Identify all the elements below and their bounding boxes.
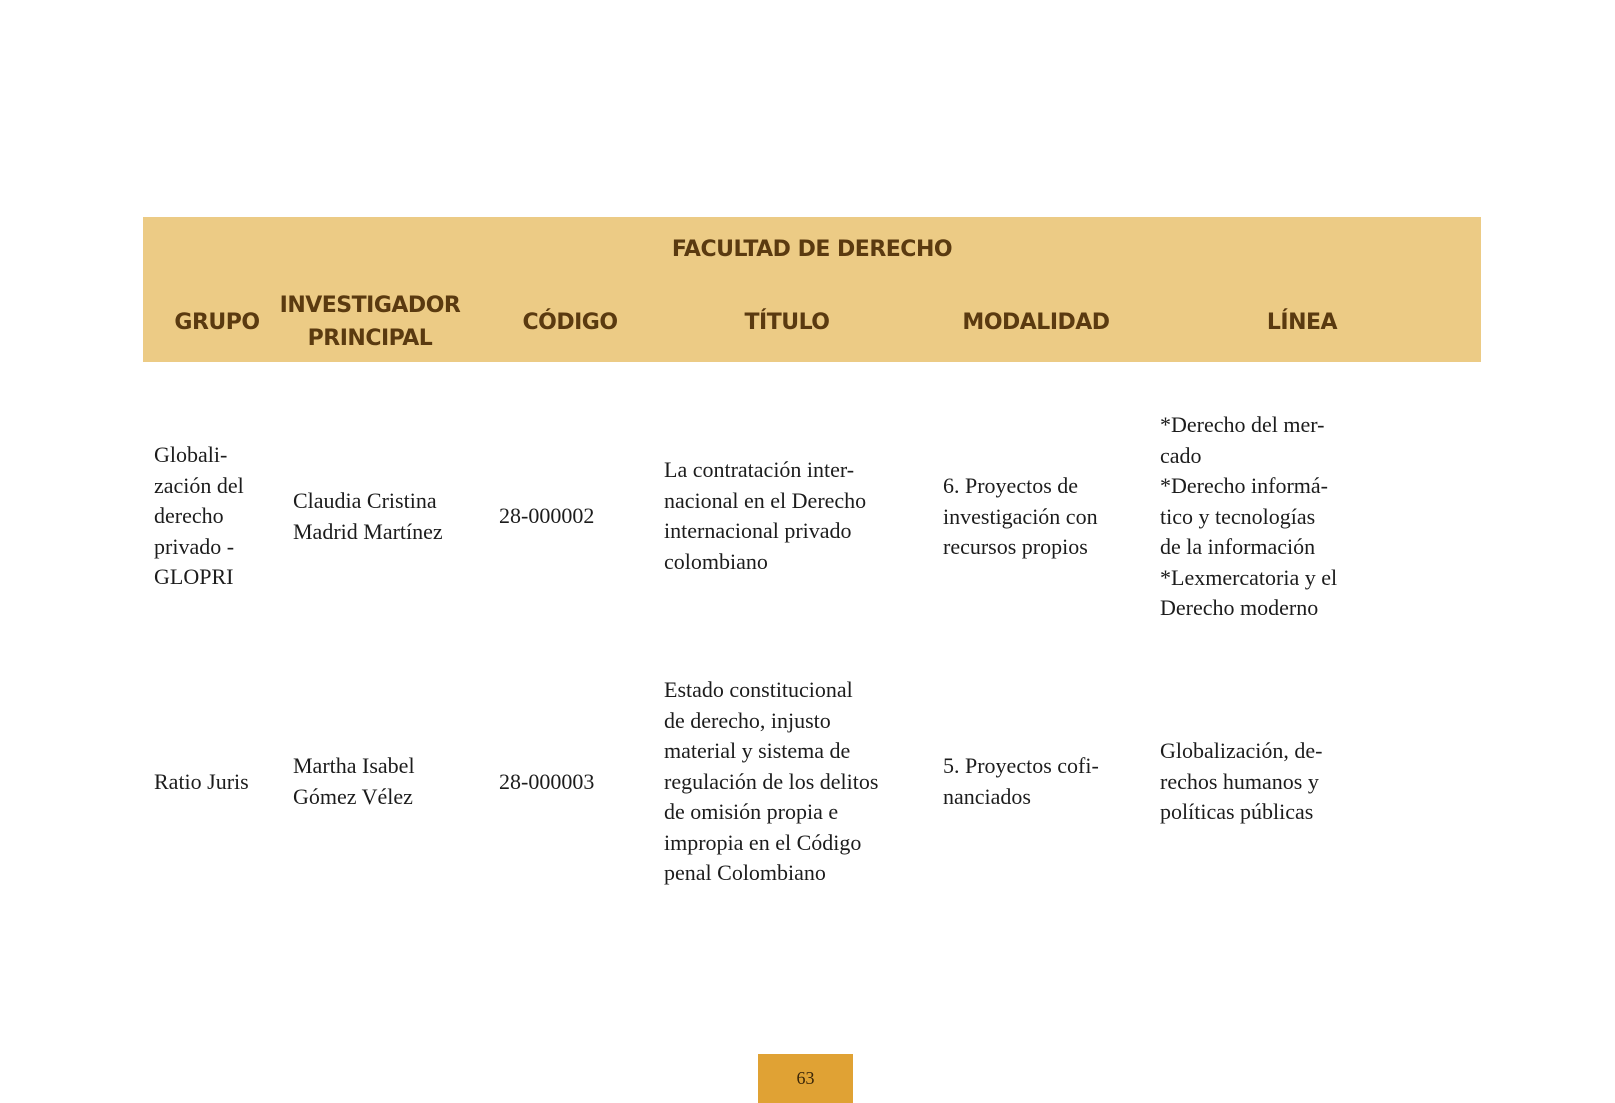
cell-titulo: La contratación inter- nacional en el Derecho internacional privado colombiano (664, 457, 867, 574)
cell-investigador: Martha Isabel Gómez Vélez (293, 753, 415, 809)
cell-titulo: Estado constitucional de derecho, injusto material y sistema de regulación de los delitos de omisión propia e impropia en el Código penal Colombiano (664, 677, 879, 885)
cell-modalidad: 5. Proyectos cofi- nanciados (943, 753, 1099, 809)
header-titulo: TÍTULO (744, 309, 830, 335)
cell-linea: Globalización, de- rechos humanos y políticas públicas (1160, 738, 1323, 824)
cell-modalidad: 6. Proyectos de investigación con recursos propios (943, 473, 1098, 559)
header-grupo: GRUPO (174, 309, 260, 335)
header-investigador-principal: INVESTIGADOR PRINCIPAL (279, 293, 461, 351)
header-linea: LÍNEA (1266, 309, 1338, 335)
cell-codigo: 28-000003 (499, 769, 595, 794)
cell-investigador: Claudia Cristina Madrid Martínez (293, 488, 443, 544)
table-header-band (143, 217, 1481, 362)
cell-codigo: 28-000002 (499, 503, 595, 528)
faculty-title: FACULTAD DE DERECHO (671, 237, 953, 262)
page-number: 63 (758, 1054, 853, 1103)
cell-grupo: Ratio Juris (154, 769, 249, 794)
header-codigo: CÓDIGO (522, 309, 618, 335)
header-modalidad: MODALIDAD (962, 309, 1110, 335)
cell-grupo: Globali- zación del derecho privado - GLOPRI (154, 442, 244, 589)
cell-linea: *Derecho del mer- cado *Derecho informá- tico y tecnologías de la información *Lexmercatoria y el Derecho moderno (1160, 412, 1338, 620)
